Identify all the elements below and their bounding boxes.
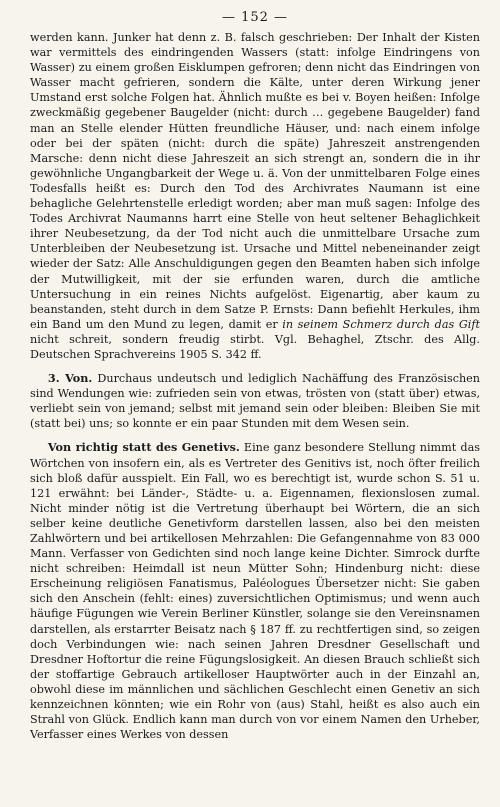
paragraph-gap — [30, 431, 480, 440]
body-text — [30, 30, 480, 742]
text-run: Eine ganz besondere Stellung nimmt das Wörtchen von insofern ein, als es Vertreter des Genitivs ist, noch öfter freilich sich bloß dafür ausspielt. Ein Fall, wo es berechtigt ist, wurde schon S. 51 u. 121 erwähnt: bei Länder-, Städte- u. a. Eigennamen, flexionslosen zumal. Nicht minder nötig ist die Vertretung überhaupt bei Wörtern, die an sich selber keine deutliche Genetivform darstellen lassen, also bei den meisten Zahlwörtern und bei artikellosen Mehrzahlen: Die Gefangennahme von 83 000 Mann. Verfasser von Gedichten sind noch lange keine Dichter. Simrock durfte nicht schreiben: Heimdall ist neun Mütter Sohn; Hindenburg nicht: diese Erscheinung religiösen Fanatismus, Paléologues Übersetzer nicht: Sie gaben sich den Anschein (fehlt: eines) zuversichtlichen Optimismus; und wenn auch häufige Fügungen wie Verein Berliner Künstler, solange sie den Vereinsnamen darstellen, als erstarrter Beisatz nach § 187 ff. zu rechtfertigen sind, so zeigen doch Verbindungen wie: nach seinen Jahren Dresdner Gesellschaft und Dresdner Hoftortur die reine Fügungslosigkeit. An diesen Brauch schließt sich der stoffartige Gebrauch artikelloser Hauptwörter auch in der Einzahl an, obwohl diese im männlichen und sächlichen Geschlecht einen Genetiv an sich kennzeichnen könnten; wie ein Rohr von (aus) Stahl, heißt es also auch ein Strahl von Glück. Endlich kann man durch von vor einem Namen den Urheber, Verfasser eines Werkes von dessen — [30, 441, 480, 742]
page-number: — 152 — — [221, 10, 289, 25]
paragraph-gap — [30, 362, 480, 371]
paragraph-2 — [30, 371, 480, 431]
italic-quote: in seinem Schmerz durch das Gift — [282, 317, 480, 331]
text-run: nicht schreit, sondern freudig stirbt. Vgl. Behaghel, Ztschr. des Allg. Deutschen Sprachvereins 1905 S. 342 ff. — [30, 332, 480, 361]
paragraph-1 — [30, 30, 480, 362]
section-heading-genetiv: Von richtig statt des Genetivs. — [47, 440, 240, 455]
paragraph-3 — [30, 440, 480, 742]
text-run: Durchaus undeutsch und lediglich Nachäffung des Französischen sind Wendungen wie: zufrieden sein von etwas, trösten von (statt über) etwas, verliebt sein von jemand; selbst mit jemand sein oder bleiben: Bleiben Sie mit (statt bei) uns; so konnte er ein paar Stunden mit dem Wesen sein. — [30, 372, 480, 431]
text-run: werden kann. Junker hat denn z. B. falsch geschrieben: Der Inhalt der Kisten war vermittels des eindringenden Wassers (statt: infolge Eindringens von Wasser) zu einem großen Eisklumpen gefroren; denn nicht das Eindringen von Wasser macht gefrieren, sondern die Kälte, unter deren Wirkung jener Umstand erst solche Folgen hat. Ähnlich mußte es bei v. Boyen heißen: Infolge zweckmäßig gegebener Baugelder (nicht: durch … gegebene Baugelder) fand man an Stelle elender Hütten freundliche Häuser, und: nach einem infolge oder bei der späten (nicht: durch die späte) Jahreszeit anstrengenden Marsche: denn nicht diese Jahreszeit an sich strengt an, sondern die in ihr gewöhnliche Ungangbarkeit der Wege u. ä. Von der unmittelbaren Folge eines Todesfalls heißt es: Durch den Tod des Archivrates Naumann ist eine behagliche Gelehrtenstelle erledigt worden; aber man muß sagen: Infolge des Todes Archivrat Naumanns harrt eine Stelle von heut seltener Behaglichkeit ihrer Neubesetzung, da der Tod nicht auch die unmittelbare Ursache zum Unterbleiben der Neubesetzung ist. Ursache und Mittel nebeneinander zeigt wieder der Satz: Alle Anschuldigungen gegen den Beamten haben sich infolge der Mutwilligkeit, mit der sie erfunden waren, durch die amtliche Untersuchung in ein reines Nichts aufgelöst. Eigenartig, aber kaum zu beanstanden, steht durch in dem Satze P. Ernsts: Dann befiehlt Herkules, ihm ein Band um den Mund zu legen, damit er — [30, 31, 480, 331]
section-heading-von: 3. Von. — [47, 371, 93, 386]
